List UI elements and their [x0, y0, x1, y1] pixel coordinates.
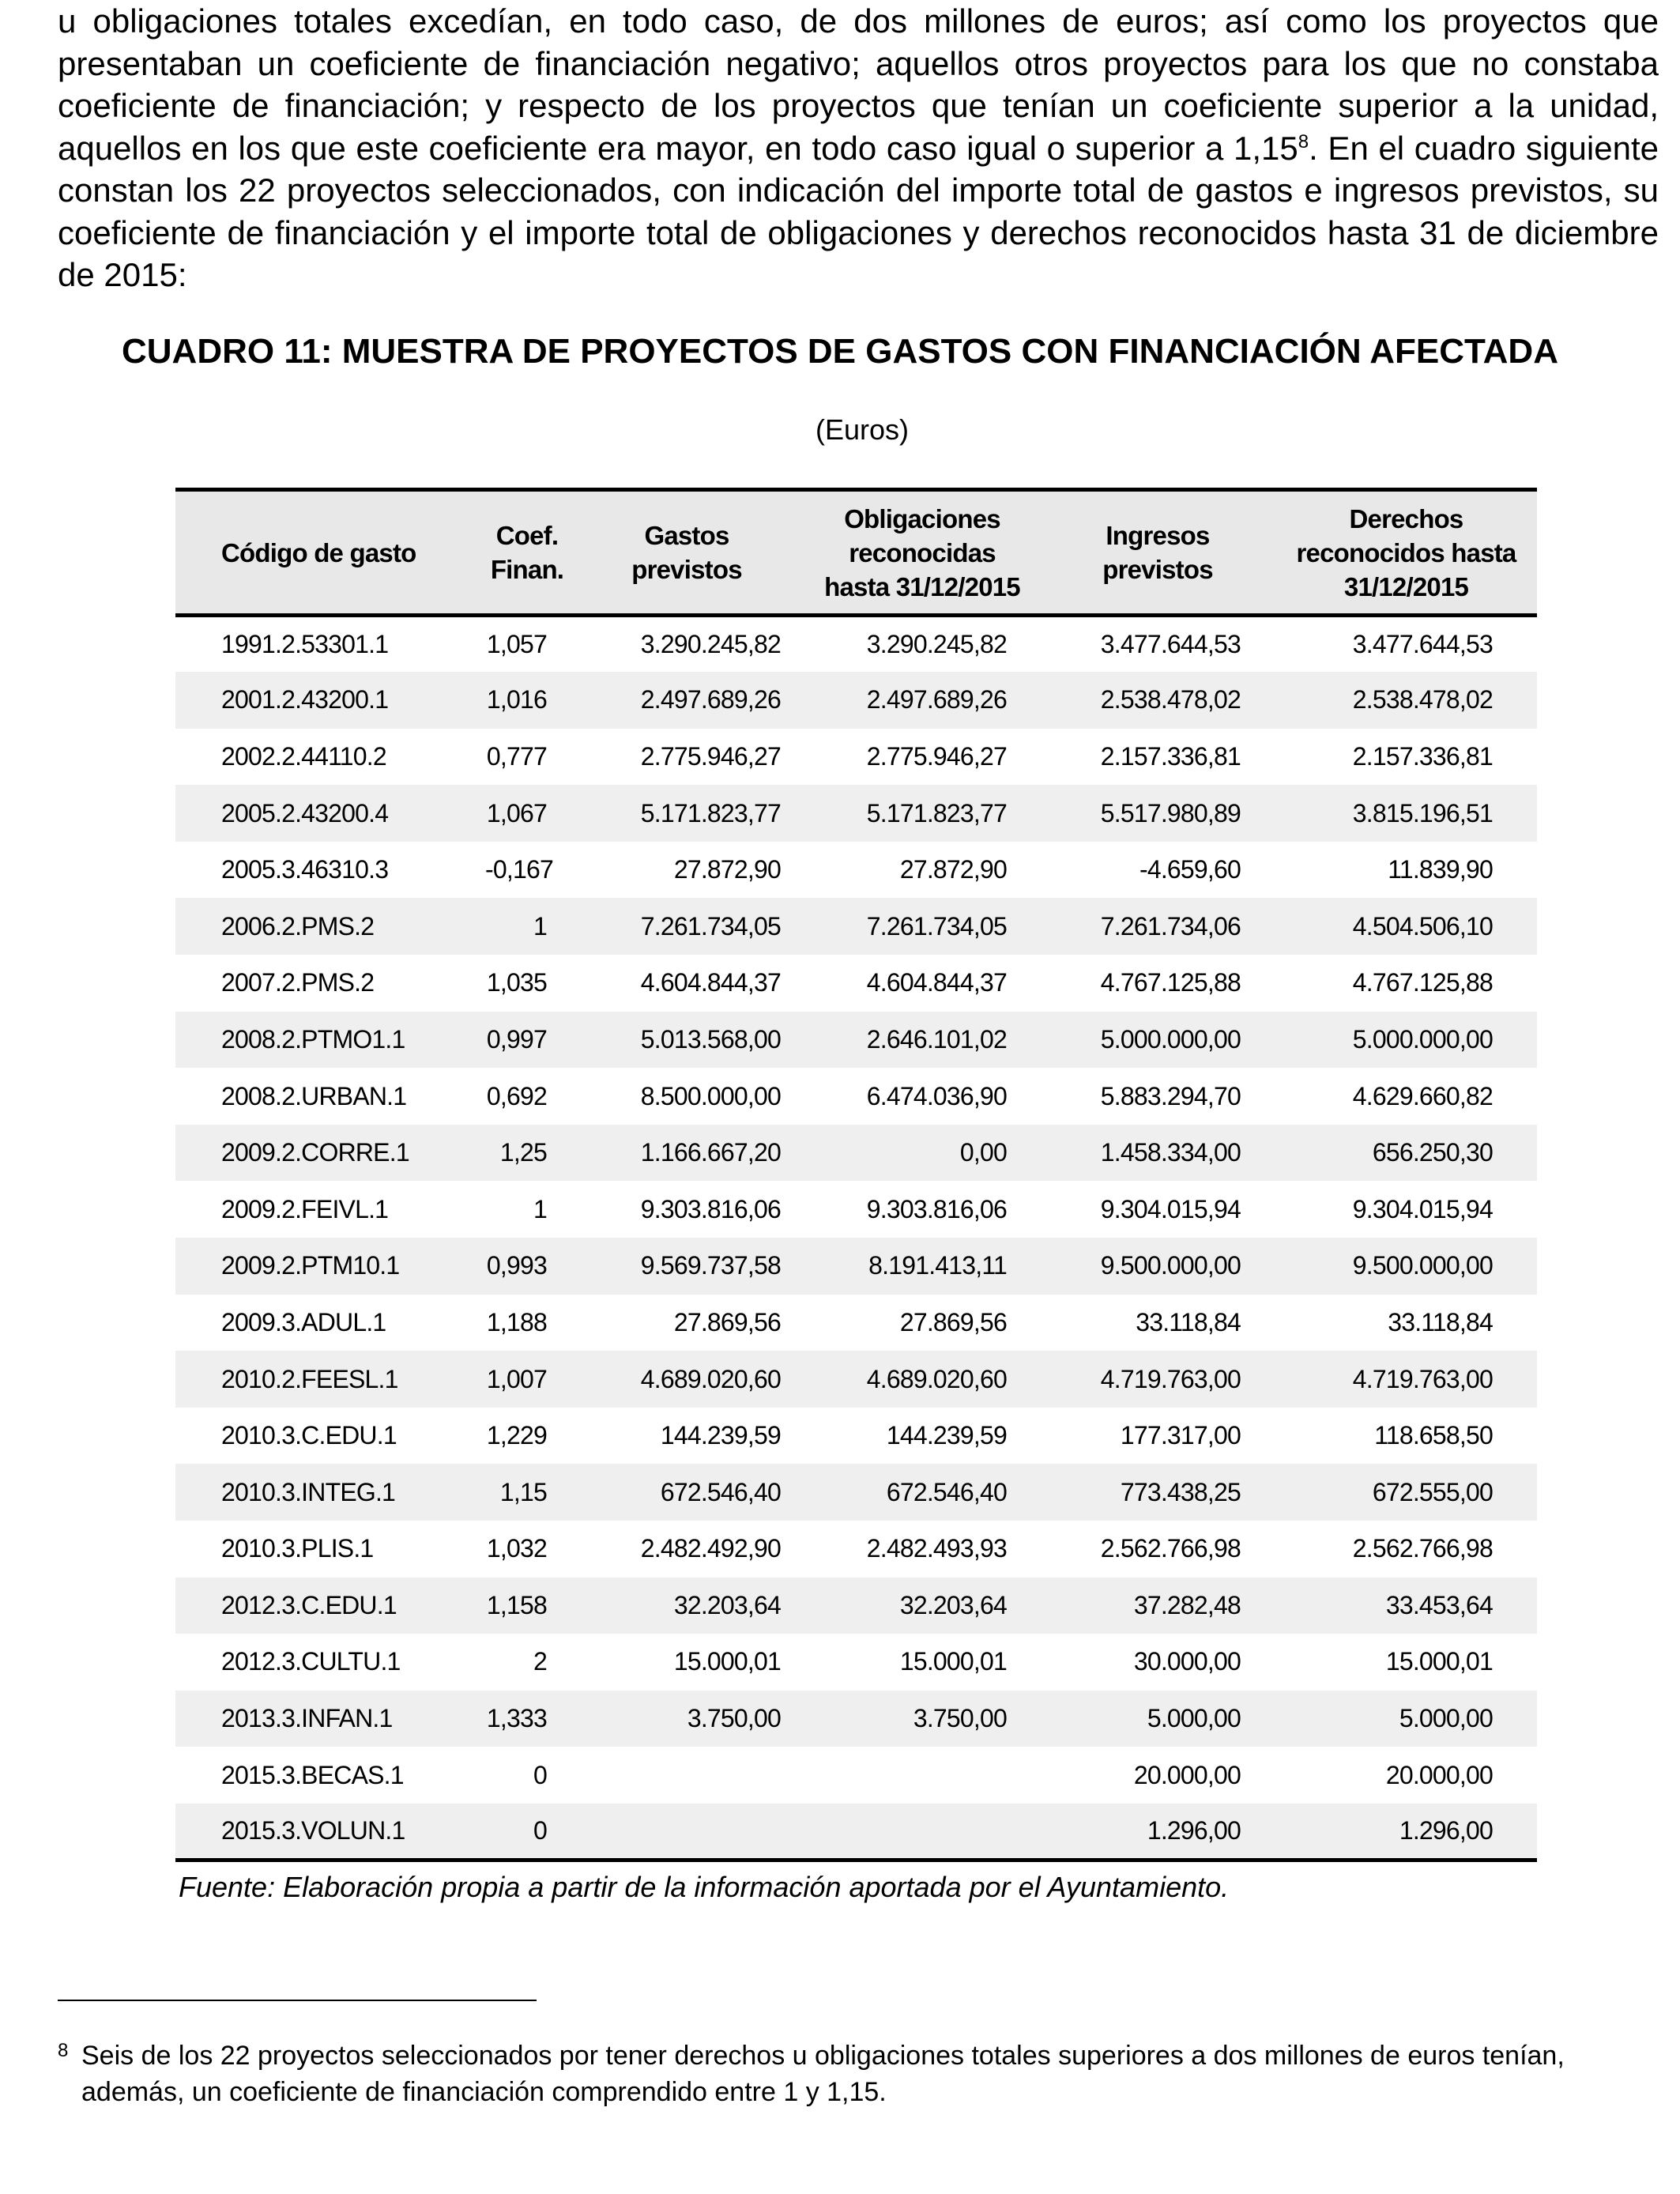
header-derechos-reconocidos: Derechos reconocidos hasta 31/12/2015	[1275, 490, 1537, 616]
cell-codigo: 2005.2.43200.4	[221, 798, 389, 827]
table-row	[175, 1804, 1537, 1860]
cell-derechos: 3.815.196,51	[1352, 798, 1493, 827]
cell-coef: -0,167	[485, 855, 553, 884]
cell-codigo: 2009.3.ADUL.1	[221, 1307, 386, 1336]
table-row	[175, 729, 1537, 786]
cell-coef: 1,15	[499, 1477, 547, 1506]
cell-gastos: 2.775.946,27	[640, 741, 781, 771]
cell-codigo: 2015.3.BECAS.1	[221, 1760, 404, 1789]
cell-obligaciones: 144.239,59	[886, 1421, 1007, 1450]
cell-gastos: 27.869,56	[673, 1307, 781, 1336]
cell-ingresos: 37.282,48	[1133, 1590, 1241, 1619]
table-row	[175, 1012, 1537, 1069]
cell-obligaciones: 2.482.493,93	[866, 1534, 1007, 1563]
table-row	[175, 1408, 1537, 1465]
cell-ingresos: 33.118,84	[1136, 1307, 1241, 1336]
cell-derechos: 15.000,01	[1385, 1647, 1493, 1676]
cell-obligaciones: 27.872,90	[899, 855, 1007, 884]
cell-obligaciones: 2.497.689,26	[866, 685, 1007, 714]
cell-derechos: 9.304.015,94	[1352, 1194, 1493, 1223]
cell-gastos: 144.239,59	[660, 1421, 781, 1450]
cell-ingresos: 5.000.000,00	[1100, 1024, 1241, 1054]
table-row	[175, 1464, 1537, 1521]
cell-coef: 0,993	[486, 1251, 547, 1280]
footnote-reference: 8	[1298, 130, 1309, 153]
table-row	[175, 1238, 1537, 1295]
cell-codigo: 2006.2.PMS.2	[221, 911, 375, 941]
cell-ingresos: -4.659,60	[1139, 855, 1241, 884]
cell-coef: 0	[485, 1804, 569, 1860]
cell-coef: 1,016	[486, 685, 547, 714]
cell-gastos: 4.604.844,37	[640, 968, 781, 997]
table-row	[175, 955, 1537, 1012]
intro-text-continued: . En el cuadro siguiente constan los 22 proyectos seleccionados, con indicación del importe total de gastos e ingresos previstos, su coeficiente de financiación y el importe total de obligaciones y derechos reconocidos hasta 31 de diciembre de 2015:	[58, 129, 1659, 293]
cell-obligaciones: 0,00	[959, 1138, 1007, 1167]
cell-coef: 1	[533, 1194, 547, 1223]
cell-gastos	[569, 1804, 804, 1860]
table-row	[175, 1521, 1537, 1578]
cell-codigo: 2012.3.C.EDU.1	[221, 1590, 397, 1619]
footnote-mark: 8	[58, 2040, 69, 2061]
table-row	[175, 672, 1537, 729]
cell-gastos: 9.303.816,06	[640, 1194, 781, 1223]
cell-codigo: 2007.2.PMS.2	[221, 968, 375, 997]
cell-ingresos: 7.261.734,06	[1100, 911, 1241, 941]
cell-gastos	[569, 1747, 804, 1804]
cell-coef: 0,777	[486, 741, 547, 771]
cell-obligaciones: 4.689.020,60	[866, 1364, 1007, 1393]
cell-derechos: 2.562.766,98	[1352, 1534, 1493, 1563]
cell-ingresos: 20.000,00	[1133, 1760, 1241, 1789]
cell-derechos: 2.538.478,02	[1352, 685, 1493, 714]
cell-codigo: 2009.2.PTM10.1	[221, 1251, 400, 1280]
cell-codigo: 2010.3.PLIS.1	[221, 1534, 374, 1563]
table-header	[175, 490, 1537, 616]
cell-derechos: 4.767.125,88	[1352, 968, 1493, 997]
cell-obligaciones: 15.000,01	[899, 1647, 1007, 1676]
cell-derechos: 9.500.000,00	[1352, 1251, 1493, 1280]
header-row	[175, 490, 1537, 616]
cell-codigo: 2009.2.FEIVL.1	[221, 1194, 389, 1223]
cell-gastos: 9.569.737,58	[640, 1251, 781, 1280]
cell-gastos: 4.689.020,60	[640, 1364, 781, 1393]
cell-obligaciones: 2.646.101,02	[866, 1024, 1007, 1054]
header-codigo-gasto: Código de gasto	[175, 490, 485, 616]
cell-obligaciones: 32.203,64	[899, 1590, 1007, 1619]
cell-ingresos: 5.517.980,89	[1100, 798, 1241, 827]
cell-gastos: 27.872,90	[673, 855, 781, 884]
footnote-divider	[58, 2000, 537, 2001]
cell-codigo: 2010.3.C.EDU.1	[221, 1421, 397, 1450]
cell-gastos: 3.750,00	[687, 1704, 781, 1733]
table-row	[175, 1578, 1537, 1634]
table-row	[175, 785, 1537, 842]
cell-obligaciones: 7.261.734,05	[866, 911, 1007, 941]
cell-ingresos: 2.157.336,81	[1100, 741, 1241, 771]
table-row	[175, 1295, 1537, 1351]
header-coef-finan: Coef. Finan.	[485, 490, 569, 616]
cell-derechos: 11.839,90	[1388, 855, 1493, 884]
cell-gastos: 2.497.689,26	[640, 685, 781, 714]
cell-obligaciones	[804, 1804, 1040, 1860]
cell-obligaciones: 3.290.245,82	[866, 630, 1007, 659]
cell-ingresos: 9.500.000,00	[1100, 1251, 1241, 1280]
cell-gastos: 3.290.245,82	[640, 630, 781, 659]
header-gastos-previstos: Gastos previstos	[569, 490, 804, 616]
cell-coef: 1,067	[486, 798, 547, 827]
cell-derechos: 4.504.506,10	[1352, 911, 1493, 941]
cell-obligaciones: 4.604.844,37	[866, 968, 1007, 997]
cell-derechos: 5.000.000,00	[1352, 1024, 1493, 1054]
intro-paragraph	[58, 0, 1659, 296]
cell-ingresos: 1.458.334,00	[1100, 1138, 1241, 1167]
cell-codigo: 2015.3.VOLUN.1	[175, 1804, 485, 1860]
table-row	[175, 1125, 1537, 1182]
cell-gastos: 32.203,64	[673, 1590, 781, 1619]
cell-obligaciones: 6.474.036,90	[866, 1081, 1007, 1110]
cell-coef: 1,333	[486, 1704, 547, 1733]
cell-coef: 1,007	[486, 1364, 547, 1393]
cell-obligaciones: 2.775.946,27	[866, 741, 1007, 771]
cell-gastos: 1.166.667,20	[640, 1138, 781, 1167]
cell-ingresos: 3.477.644,53	[1100, 630, 1241, 659]
cell-coef: 1,035	[486, 968, 547, 997]
cell-codigo: 2009.2.CORRE.1	[221, 1138, 409, 1167]
table-row	[175, 1747, 1537, 1804]
cell-ingresos: 5.000,00	[1147, 1704, 1241, 1733]
cell-codigo: 2010.2.FEESL.1	[221, 1364, 398, 1393]
cell-gastos: 672.546,40	[660, 1477, 781, 1506]
cell-coef: 0,997	[486, 1024, 547, 1054]
cell-derechos: 33.118,84	[1388, 1307, 1493, 1336]
cell-derechos: 20.000,00	[1385, 1760, 1493, 1789]
cell-coef: 1	[533, 911, 547, 941]
footnote	[58, 2038, 1659, 2110]
cell-coef: 2	[533, 1647, 547, 1676]
cell-codigo: 2008.2.URBAN.1	[221, 1081, 407, 1110]
cell-gastos: 5.171.823,77	[640, 798, 781, 827]
footnote-text: Seis de los 22 proyectos seleccionados por tener derechos u obligaciones totales superiores a dos millones de euros tenían, además, un coeficiente de financiación comprendido entre 1 y 1,15.	[81, 2041, 1565, 2107]
cell-obligaciones: 9.303.816,06	[866, 1194, 1007, 1223]
cell-codigo: 2002.2.44110.2	[221, 741, 386, 771]
cell-codigo: 2008.2.PTMO1.1	[221, 1024, 405, 1054]
table-row	[175, 1691, 1537, 1747]
table-row	[175, 1351, 1537, 1408]
table-row	[175, 616, 1537, 673]
cell-derechos: 5.000,00	[1399, 1704, 1493, 1733]
cell-derechos: 1.296,00	[1275, 1804, 1537, 1860]
cell-codigo: 2013.3.INFAN.1	[221, 1704, 393, 1733]
cell-derechos: 2.157.336,81	[1352, 741, 1493, 771]
cell-gastos: 15.000,01	[673, 1647, 781, 1676]
projects-table	[175, 488, 1537, 1862]
cell-codigo: 1991.2.53301.1	[221, 630, 389, 659]
cell-obligaciones: 27.869,56	[899, 1307, 1007, 1336]
cell-ingresos: 773.438,25	[1120, 1477, 1241, 1506]
table-row	[175, 842, 1537, 899]
intro-text: u obligaciones totales excedían, en todo caso, de dos millones de euros; así como los proyectos que presentaban un coeficiente de financiación negativo; aquellos otros proyectos para los que no constaba coeficiente de financiación; y respecto de los proyectos que tenían un coeficiente superior a la unidad, aquellos en los que este coeficiente era mayor, en todo caso igual o superior a 1,15	[58, 2, 1659, 167]
cell-obligaciones: 5.171.823,77	[866, 798, 1007, 827]
unit-label: (Euros)	[815, 413, 910, 446]
header-ingresos-previstos: Ingresos previstos	[1040, 490, 1275, 616]
projects-table-container	[175, 488, 1537, 1862]
header-obligaciones-reconocidas: Obligaciones reconocidas hasta 31/12/2015	[804, 490, 1040, 616]
cell-coef: 1,057	[486, 630, 547, 659]
cell-ingresos: 5.883.294,70	[1100, 1081, 1241, 1110]
cell-ingresos: 177.317,00	[1120, 1421, 1241, 1450]
cell-derechos: 4.629.660,82	[1352, 1081, 1493, 1110]
cell-codigo: 2012.3.CULTU.1	[221, 1647, 401, 1676]
cell-derechos: 33.453,64	[1385, 1590, 1493, 1619]
cell-ingresos: 4.719.763,00	[1100, 1364, 1241, 1393]
cell-derechos: 4.719.763,00	[1352, 1364, 1493, 1393]
cell-ingresos: 2.538.478,02	[1100, 685, 1241, 714]
table-row	[175, 898, 1537, 955]
cell-coef: 1,158	[486, 1590, 547, 1619]
cell-coef: 1,032	[486, 1534, 547, 1563]
table-row	[175, 1181, 1537, 1238]
cell-codigo: 2005.3.46310.3	[221, 855, 389, 884]
table-body	[175, 616, 1537, 1860]
cell-derechos: 672.555,00	[1372, 1477, 1493, 1506]
cell-obligaciones	[804, 1747, 1040, 1804]
cell-gastos: 5.013.568,00	[640, 1024, 781, 1054]
cell-gastos: 2.482.492,90	[640, 1534, 781, 1563]
cell-coef: 0,692	[486, 1081, 547, 1110]
cell-obligaciones: 672.546,40	[886, 1477, 1007, 1506]
cell-coef: 0	[533, 1760, 547, 1789]
cell-ingresos: 2.562.766,98	[1100, 1534, 1241, 1563]
table-title: CUADRO 11: MUESTRA DE PROYECTOS DE GASTOS CON FINANCIACIÓN AFECTADA	[122, 332, 1558, 371]
table-row	[175, 1634, 1537, 1691]
cell-codigo: 2001.2.43200.1	[221, 685, 389, 714]
cell-ingresos: 1.296,00	[1040, 1804, 1275, 1860]
cell-ingresos: 4.767.125,88	[1100, 968, 1241, 997]
cell-coef: 1,25	[499, 1138, 547, 1167]
cell-gastos: 7.261.734,05	[640, 911, 781, 941]
source-note: Fuente: Elaboración propia a partir de la información aportada por el Ayuntamiento.	[179, 1871, 1230, 1903]
cell-derechos: 3.477.644,53	[1352, 630, 1493, 659]
cell-coef: 1,229	[486, 1421, 547, 1450]
cell-ingresos: 30.000,00	[1133, 1647, 1241, 1676]
cell-coef: 1,188	[486, 1307, 547, 1336]
table-row	[175, 1068, 1537, 1125]
cell-obligaciones: 8.191.413,11	[868, 1251, 1007, 1280]
cell-ingresos: 9.304.015,94	[1100, 1194, 1241, 1223]
cell-codigo: 2010.3.INTEG.1	[221, 1477, 396, 1506]
cell-obligaciones: 3.750,00	[913, 1704, 1007, 1733]
cell-derechos: 118.658,50	[1374, 1421, 1493, 1450]
cell-derechos: 656.250,30	[1372, 1138, 1493, 1167]
cell-gastos: 8.500.000,00	[640, 1081, 781, 1110]
